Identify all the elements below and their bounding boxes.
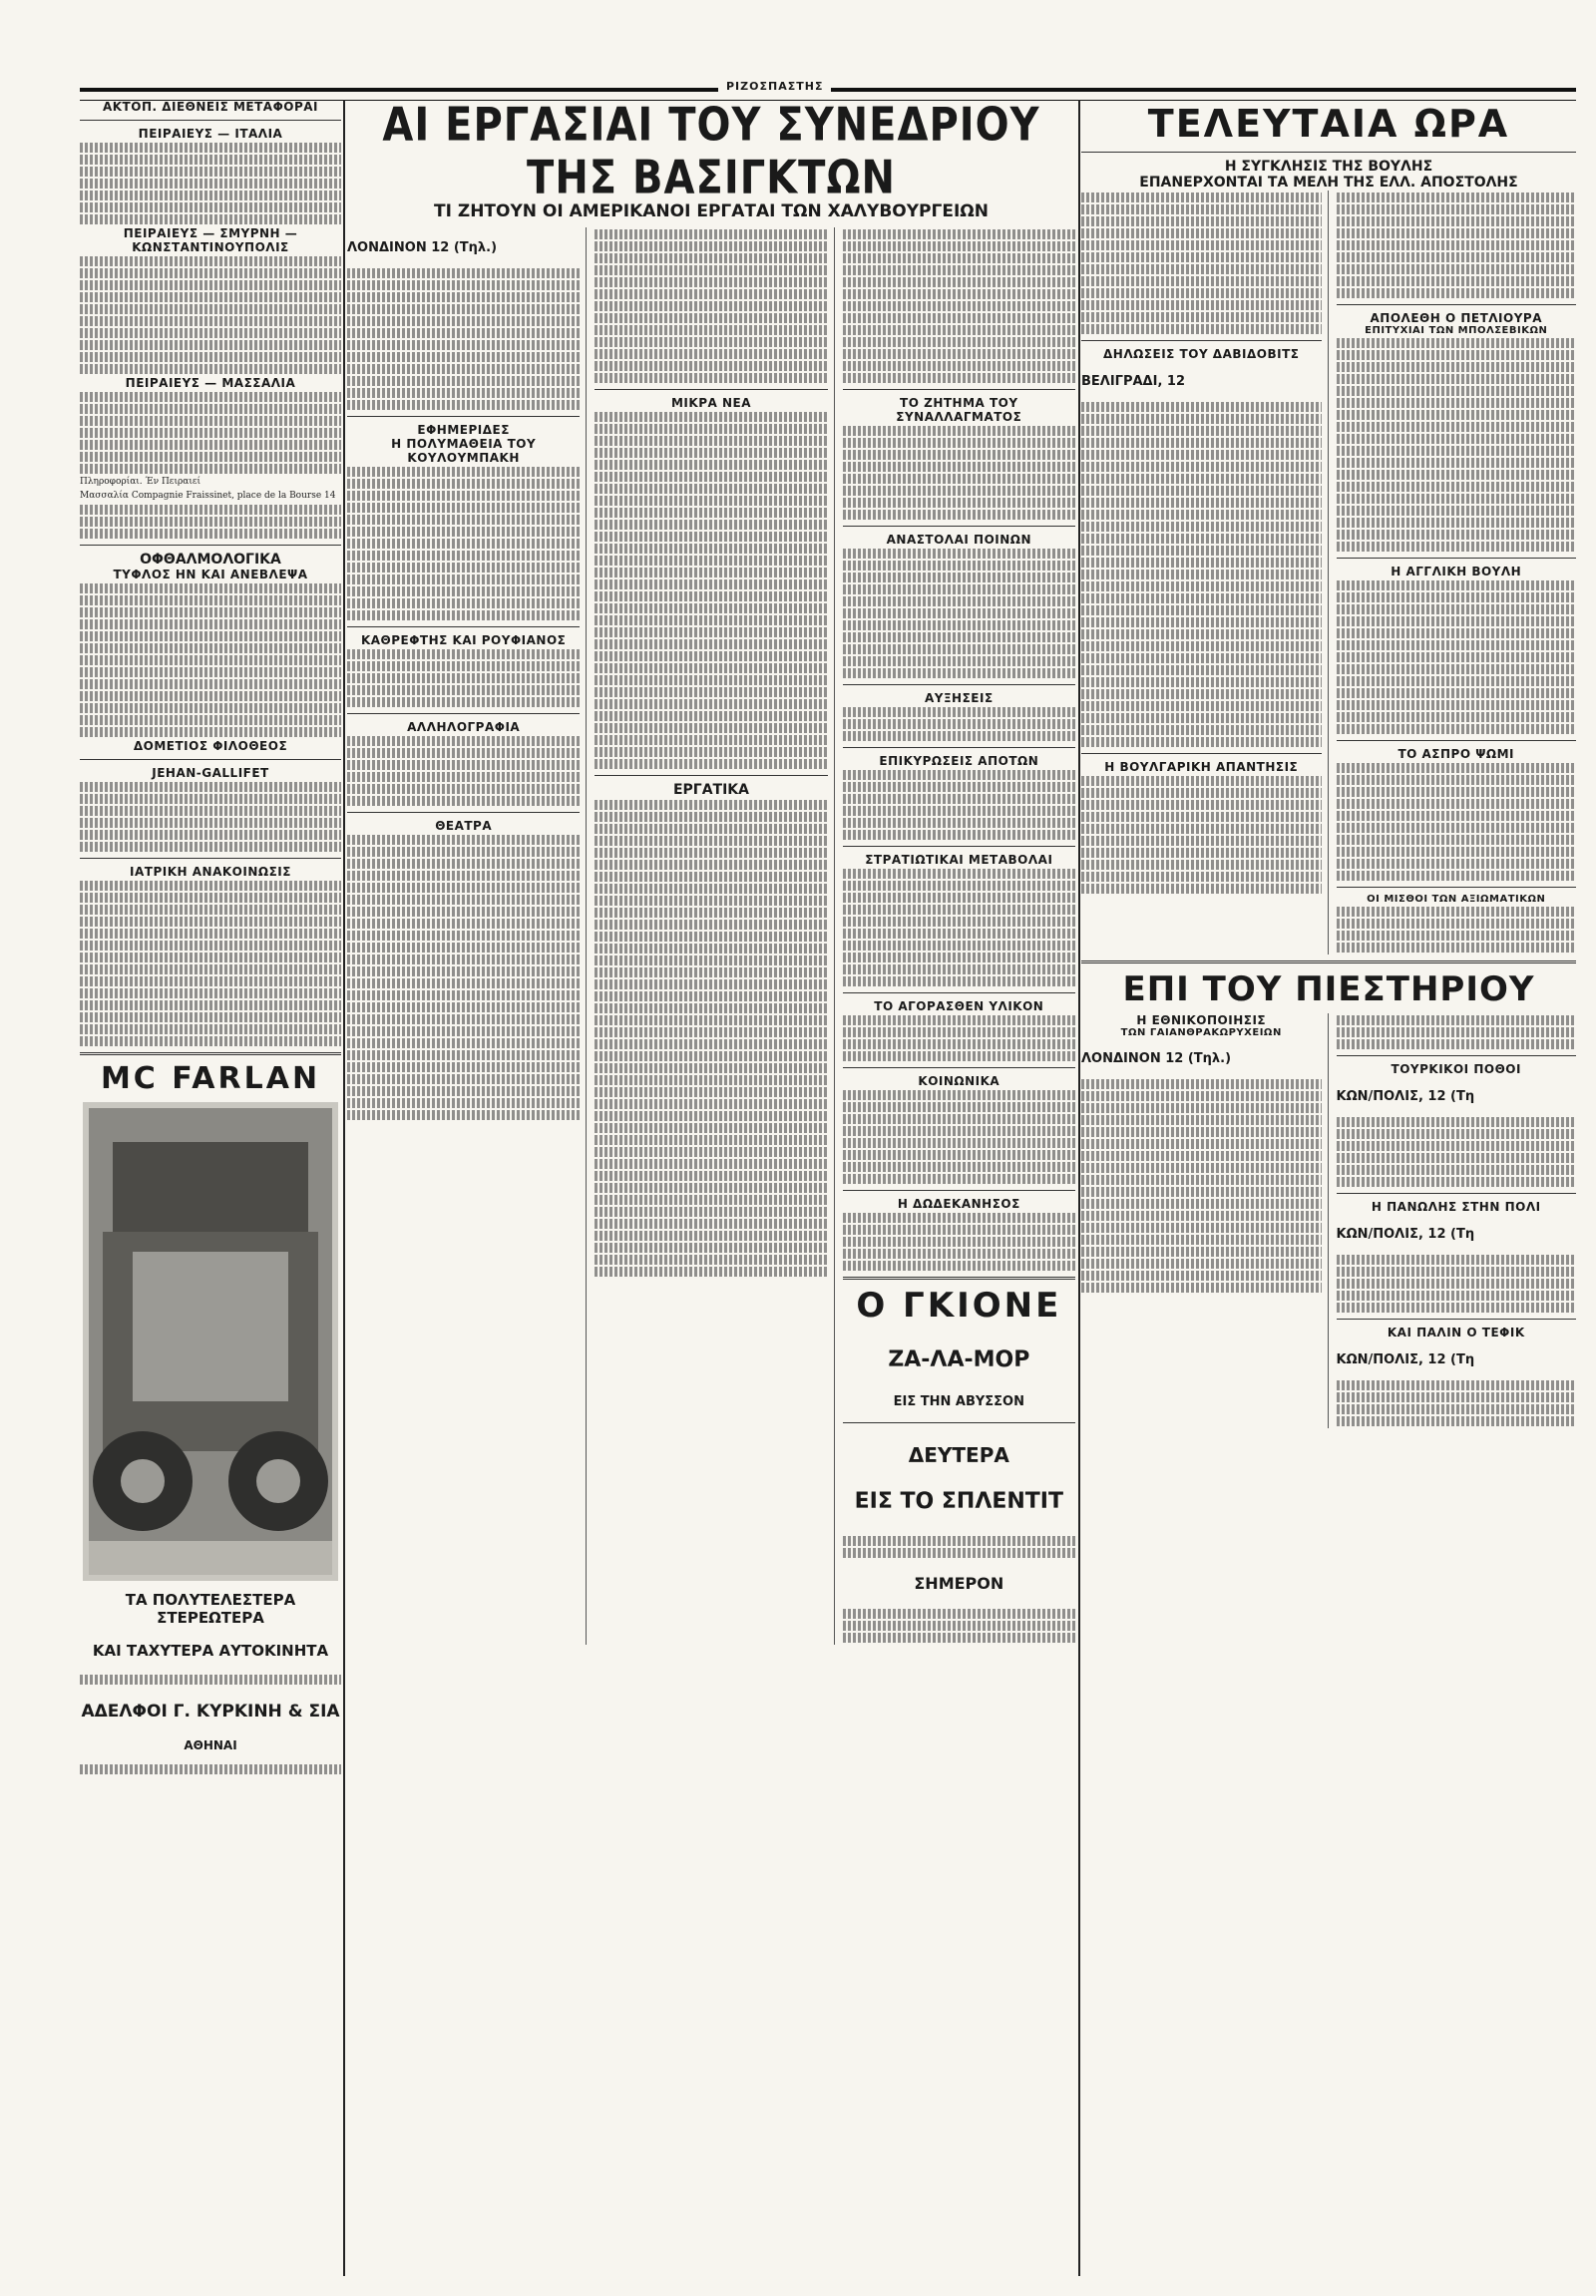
shipping-heading: ΑΚΤΟΠ. ΔΙΕΘΝΕΙΣ ΜΕΤΑΦΟΡΑΙ [102, 100, 319, 114]
signature: ΔΟΜΕΤΙΟΣ ΦΙΛΟΘΕΟΣ [133, 739, 288, 753]
agency-text: Μασσαλία Compagnie Fraissinet, place de la Bourse 14 [80, 491, 336, 501]
ad-simeron: ΣΗΜΕΡΟΝ [914, 1574, 1004, 1593]
section-heading: ΑΛΛΗΛΟΓΡΑΦΙΑ [407, 720, 521, 734]
ad-zalamor: ΖΑ-ΛΑ-ΜΟΡ [888, 1347, 1030, 1372]
dateline: ΒΕΛΙΓΡΑΔΙ, 12 [1081, 374, 1186, 389]
dateline: ΚΩΝ/ΠΟΛΙΣ, 12 (Τη [1336, 1089, 1475, 1104]
main-headline: ΑΙ ΕΡΓΑΣΙΑΙ ΤΟΥ ΣΥΝΕΔΡΙΟΥ ΤΗΣ ΒΑΣΙΓΚΤΩΝ [382, 100, 1040, 204]
section-heading: ΕΡΓΑΤΙΚΑ [672, 782, 749, 798]
section-heading: ΕΠΑΝΕΡΧΟΝΤΑΙ ΤΑ ΜΕΛΗ ΤΗΣ ΕΛΛ. ΑΠΟΣΤΟΛΗΣ [1139, 175, 1518, 191]
section-heading: Η ΕΘΝΙΚΟΠΟΙΗΣΙΣ [1136, 1013, 1267, 1027]
section-heading: ΤΟ ΑΓΟΡΑΣΘΕΝ ΥΛΙΚΟΝ [874, 999, 1044, 1013]
ad-line: ΚΑΙ ΤΑΧΥΤΕΡΑ ΑΥΤΟΚΙΝΗΤΑ [92, 1642, 329, 1660]
ad-deftera: ΔΕΥΤΕΡΑ [908, 1443, 1009, 1467]
last-hour-headline: ΤΕΛΕΥΤΑΙΑ ΩΡΑ [1147, 102, 1510, 146]
ad-gkione: Ο ΓΚΙΟΝΕ [856, 1286, 1062, 1326]
section-heading: Η ΠΟΛΥΜΑΘΕΙΑ ΤΟΥ ΚΟΥΛΟΥΜΠΑΚΗ [391, 437, 537, 465]
press-headline: ΕΠΙ ΤΟΥ ΠΙΕΣΤΗΡΙΟΥ [1122, 969, 1535, 1009]
column-center [347, 100, 1075, 2284]
section-heading: ΣΤΡΑΤΙΩΤΙΚΑΙ ΜΕΤΑΒΟΛΑΙ [865, 853, 1053, 867]
section-heading: ΑΝΑΣΤΟΛΑΙ ΠΟΙΝΩΝ [886, 533, 1032, 547]
section-heading: Η ΑΓΓΛΙΚΗ ΒΟΥΛΗ [1391, 565, 1522, 578]
section-heading: ΚΑΘΡΕΦΤΗΣ ΚΑΙ ΡΟΥΦΙΑΝΟΣ [360, 633, 567, 647]
section-heading: ΘΕΑΤΡΑ [435, 819, 493, 833]
section-subheading: ΤΩΝ ΓΑΙΑΝΘΡΑΚΩΡΥΧΕΙΩΝ [1120, 1027, 1282, 1038]
ad-line: ΑΔΕΛΦΟΙ Γ. ΚΥΡΚΙΝΗ & ΣΙΑ [81, 1702, 340, 1722]
masthead-label: ΡΙΖΟΣΠΑΣΤΗΣ [718, 80, 831, 93]
medical-heading: ΙΑΤΡΙΚΗ ΑΝΑΚΟΙΝΩΣΙΣ [130, 865, 291, 879]
section-heading: ΤΟ ΖΗΤΗΜΑ ΤΟΥ ΣΥΝΑΛΛΑΓΜΑΤΟΣ [896, 396, 1022, 424]
section-heading: ΤΟ ΑΣΠΡΟ ΨΩΜΙ [1397, 747, 1515, 761]
dateline: ΛΟΝΔΙΝΟΝ 12 (Τηλ.) [1081, 1051, 1232, 1066]
section-heading: Η ΠΑΝΩΛΗΣ ΣΤΗΝ ΠΟΛΙ [1371, 1200, 1541, 1214]
agency-text: Πληροφορίαι. Έν Πειραιεί [80, 477, 201, 487]
car-image [83, 1102, 338, 1581]
section-heading: ΟΙ ΜΙΣΘΟΙ ΤΩΝ ΑΞΙΩΜΑΤΙΚΩΝ [1367, 894, 1546, 905]
main-subheadline: ΤΙ ΖΗΤΟΥΝ ΟΙ ΑΜΕΡΙΚΑΝΟΙ ΕΡΓΑΤΑΙ ΤΩΝ ΧΑΛΥΒΟΥΡΓΕΙΩΝ [434, 201, 989, 221]
section-heading: Η ΔΩΔΕΚΑΝΗΣΟΣ [897, 1197, 1020, 1211]
section-subheading: ΕΠΙΤΥΧΙΑΙ ΤΩΝ ΜΠΟΛΣΕΒΙΚΩΝ [1365, 325, 1548, 336]
column-divider [1078, 100, 1080, 2276]
column-right [1081, 100, 1576, 2284]
jehan-heading: JEHAN-GALLIFET [152, 766, 269, 780]
section-heading: ΜΙΚΡΑ ΝΕΑ [670, 396, 751, 410]
dateline: ΚΩΝ/ΠΟΛΙΣ, 12 (Τη [1336, 1352, 1475, 1367]
section-heading: Η ΣΥΓΚΛΗΣΙΣ ΤΗΣ ΒΟΥΛΗΣ [1224, 159, 1433, 175]
ad-brand: MC FARLAN [100, 1061, 321, 1096]
dateline: ΛΟΝΔΙΝΟΝ 12 (Τηλ.) [347, 240, 498, 255]
section-heading: ΚΟΙΝΩΝΙΚΑ [918, 1074, 1000, 1088]
section-heading: ΚΑΙ ΠΑΛΙΝ Ο ΤΕΦΙΚ [1387, 1326, 1525, 1339]
ophthalmo-subheading: ΤΥΦΛΟΣ ΗΝ ΚΑΙ ΑΝΕΒΛΕΨΑ [113, 568, 308, 581]
route-heading: ΠΕΙΡΑΙΕΥΣ — ΙΤΑΛΙΑ [138, 127, 283, 141]
column-left [80, 100, 341, 2284]
section-heading: ΔΗΛΩΣΕΙΣ ΤΟΥ ΔΑΒΙΔΟΒΙΤΣ [1103, 347, 1300, 361]
column-divider [343, 100, 345, 2276]
ad-abyss: ΕΙΣ ΤΗΝ ΑΒΥΣΣΟΝ [893, 1394, 1024, 1409]
ad-line: ΤΑ ΠΟΛΥΤΕΛΕΣΤΕΡΑ ΣΤΕΡΕΩΤΕΡΑ [125, 1591, 296, 1627]
section-heading: ΕΦΗΜΕΡΙΔΕΣ [417, 423, 510, 437]
ad-line: ΑΘΗΝΑΙ [184, 1738, 237, 1752]
ophthalmo-heading: ΟΦΘΑΛΜΟΛΟΓΙΚΑ [140, 552, 281, 568]
section-heading: ΕΠΙΚΥΡΩΣΕΙΣ ΑΠΟΤΩΝ [879, 754, 1039, 768]
section-heading: ΤΟΥΡΚΙΚΟΙ ΠΟΘΟΙ [1391, 1062, 1521, 1076]
route-heading: ΠΕΙΡΑΙΕΥΣ — ΣΜΥΡΝΗ — ΚΩΝΣΤΑΝΤΙΝΟΥΠΟΛΙΣ [123, 226, 298, 254]
route-heading: ΠΕΙΡΑΙΕΥΣ — ΜΑΣΣΑΛΙΑ [125, 376, 296, 390]
dateline: ΚΩΝ/ΠΟΛΙΣ, 12 (Τη [1336, 1227, 1475, 1242]
section-heading: Η ΒΟΥΛΓΑΡΙΚΗ ΑΠΑΝΤΗΣΙΣ [1104, 760, 1299, 774]
section-heading: ΑΥΞΗΣΕΙΣ [924, 691, 994, 705]
section-heading: ΑΠΟΛΕΘΗ Ο ΠΕΤΛΙΟΥΡΑ [1370, 311, 1542, 325]
ad-splendit: ΕΙΣ ΤΟ ΣΠΛΕΝΤΙΤ [854, 1489, 1064, 1514]
